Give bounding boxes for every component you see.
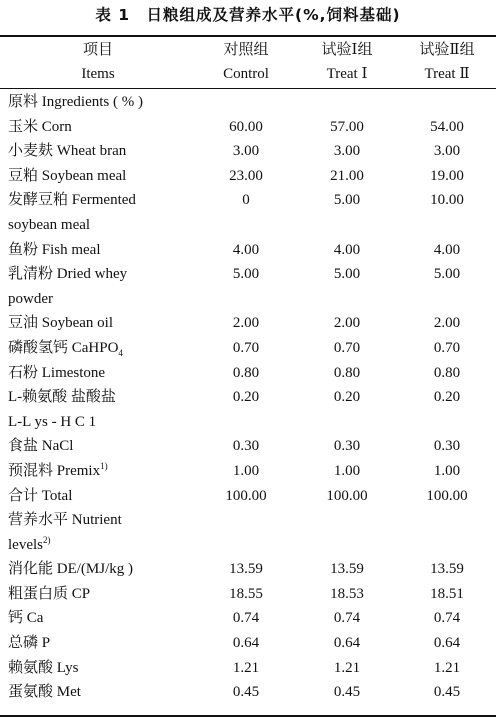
value-treat1 bbox=[296, 213, 398, 238]
value-control: 100.00 bbox=[225, 487, 267, 504]
value-treat2 bbox=[398, 90, 496, 115]
value-control bbox=[196, 287, 296, 312]
table-row bbox=[0, 533, 496, 558]
table-row bbox=[0, 410, 496, 435]
table-row bbox=[0, 262, 496, 287]
row-label-text: 赖氨酸 Lys bbox=[8, 659, 79, 676]
value-control bbox=[196, 90, 296, 115]
value-control: 0.70 bbox=[232, 339, 260, 356]
table-row bbox=[0, 213, 496, 238]
value-control: 0.45 bbox=[232, 684, 260, 701]
value-treat1: 5.00 bbox=[333, 192, 361, 209]
value-control: 4.00 bbox=[232, 241, 260, 258]
value-control: 0.30 bbox=[232, 438, 260, 455]
value-treat2: 0.45 bbox=[433, 684, 461, 701]
value-treat2 bbox=[398, 508, 496, 533]
value-treat1: 21.00 bbox=[330, 167, 364, 184]
value-treat2: 54.00 bbox=[430, 118, 464, 135]
row-label bbox=[0, 656, 196, 681]
row-label-text: 总磷 P bbox=[8, 635, 51, 652]
value-treat1 bbox=[296, 508, 398, 533]
value-treat1: 0.70 bbox=[333, 339, 361, 356]
row-label bbox=[0, 484, 196, 509]
value-treat2: 19.00 bbox=[430, 167, 464, 184]
value-treat1: 0.64 bbox=[333, 635, 361, 652]
value-treat2: 0.74 bbox=[433, 610, 461, 627]
value-treat2: 1.21 bbox=[433, 659, 461, 676]
value-treat1: 0.30 bbox=[333, 438, 361, 455]
row-label-text: soybean meal bbox=[8, 216, 91, 233]
row-label bbox=[0, 213, 196, 238]
row-label-text: 乳清粉 Dried whey bbox=[8, 266, 128, 283]
value-treat2: 18.51 bbox=[430, 585, 464, 602]
value-control: 18.55 bbox=[229, 585, 263, 602]
table-row bbox=[0, 434, 496, 459]
row-label bbox=[0, 410, 196, 435]
header-control-zh: 对照组 bbox=[223, 42, 269, 58]
value-treat1: 18.53 bbox=[330, 585, 364, 602]
row-label bbox=[0, 582, 196, 607]
value-treat2: 4.00 bbox=[433, 241, 461, 258]
value-treat2: 13.59 bbox=[430, 561, 464, 578]
row-label bbox=[0, 557, 196, 582]
table-row bbox=[0, 656, 496, 681]
value-treat1: 1.21 bbox=[333, 659, 361, 676]
value-treat1: 100.00 bbox=[326, 487, 368, 504]
value-treat1: 5.00 bbox=[333, 266, 361, 283]
row-label-text: 营养水平 Nutrient bbox=[8, 512, 122, 529]
table-row bbox=[0, 139, 496, 164]
header-treat2-en: Treat Ⅱ bbox=[424, 66, 470, 82]
row-label bbox=[0, 459, 196, 484]
row-label bbox=[0, 164, 196, 189]
row-label bbox=[0, 533, 196, 558]
row-label bbox=[0, 434, 196, 459]
value-treat2 bbox=[398, 533, 496, 558]
header-control-en: Control bbox=[223, 66, 269, 82]
row-label-text: 蛋氨酸 Met bbox=[8, 684, 81, 701]
table-row bbox=[0, 459, 496, 484]
value-treat1 bbox=[296, 533, 398, 558]
row-label bbox=[0, 139, 196, 164]
value-treat1: 57.00 bbox=[330, 118, 364, 135]
value-control: 2.00 bbox=[232, 315, 260, 332]
value-control: 60.00 bbox=[229, 118, 263, 135]
row-label-text: 食盐 NaCl bbox=[8, 438, 74, 455]
value-control: 1.00 bbox=[232, 462, 260, 479]
header-row-en bbox=[0, 62, 496, 86]
table-row bbox=[0, 582, 496, 607]
value-control: 3.00 bbox=[232, 143, 260, 160]
header-items-en: Items bbox=[81, 66, 115, 82]
value-treat1 bbox=[296, 410, 398, 435]
value-treat1: 0.45 bbox=[333, 684, 361, 701]
row-label-text: 预混料 Premix bbox=[8, 462, 101, 479]
row-label-text: 豆粕 Soybean meal bbox=[8, 167, 127, 184]
value-control: 0.64 bbox=[232, 635, 260, 652]
header-treat2-zh: 试验Ⅱ组 bbox=[419, 42, 475, 58]
row-label bbox=[0, 115, 196, 140]
header-row-zh bbox=[0, 38, 496, 62]
row-label bbox=[0, 287, 196, 312]
header-rule bbox=[0, 88, 496, 89]
top-rule bbox=[0, 35, 496, 37]
table-row bbox=[0, 164, 496, 189]
row-label-footnote: 2) bbox=[43, 534, 51, 545]
row-label-text: 豆油 Soybean oil bbox=[8, 315, 113, 332]
table-row bbox=[0, 680, 496, 705]
value-treat1 bbox=[296, 90, 398, 115]
value-treat2: 2.00 bbox=[433, 315, 461, 332]
value-control: 0.80 bbox=[232, 364, 260, 381]
table-row bbox=[0, 336, 496, 361]
value-treat2 bbox=[398, 410, 496, 435]
value-treat2: 3.00 bbox=[433, 143, 461, 160]
value-control: 1.21 bbox=[232, 659, 260, 676]
value-treat1: 0.74 bbox=[333, 610, 361, 627]
value-treat1: 0.80 bbox=[333, 364, 361, 381]
value-treat2: 0.20 bbox=[433, 389, 461, 406]
row-label-text: 原料 Ingredients ( % ) bbox=[8, 94, 143, 110]
row-label-text: 石粉 Limestone bbox=[8, 364, 106, 381]
table-row bbox=[0, 484, 496, 509]
table-row bbox=[0, 631, 496, 656]
row-label-text: powder bbox=[8, 290, 53, 307]
header-items-zh: 项目 bbox=[82, 42, 113, 58]
row-label bbox=[0, 680, 196, 705]
row-label bbox=[0, 262, 196, 287]
table-row bbox=[0, 90, 496, 115]
row-label-text: 消化能 DE/(MJ/kg ) bbox=[8, 561, 133, 578]
value-treat1: 13.59 bbox=[330, 561, 364, 578]
table-header bbox=[0, 38, 496, 86]
header-treat1-en: Treat Ⅰ bbox=[326, 66, 368, 82]
row-label bbox=[0, 90, 196, 115]
bottom-rule bbox=[0, 715, 496, 717]
value-control: 23.00 bbox=[229, 167, 263, 184]
row-label-text: levels bbox=[8, 536, 43, 553]
table-row bbox=[0, 188, 496, 213]
value-control: 13.59 bbox=[229, 561, 263, 578]
value-treat2: 0.30 bbox=[433, 438, 461, 455]
row-label-text: 玉米 Corn bbox=[8, 118, 72, 135]
value-treat1: 2.00 bbox=[333, 315, 361, 332]
value-treat2: 0.64 bbox=[433, 635, 461, 652]
table-row bbox=[0, 311, 496, 336]
value-treat2: 0.70 bbox=[433, 339, 461, 356]
row-label bbox=[0, 508, 196, 533]
table-caption: 表 1 日粮组成及营养水平(%,饲料基础) bbox=[95, 6, 401, 24]
table-row bbox=[0, 606, 496, 631]
row-label-footnote: 1) bbox=[100, 460, 108, 471]
value-control: 0.74 bbox=[232, 610, 260, 627]
table-row bbox=[0, 385, 496, 410]
data-table bbox=[0, 90, 496, 705]
value-treat1: 4.00 bbox=[333, 241, 361, 258]
row-label bbox=[0, 361, 196, 386]
value-treat1 bbox=[296, 287, 398, 312]
row-label-text: 钙 Ca bbox=[8, 610, 44, 627]
value-treat1: 1.00 bbox=[333, 462, 361, 479]
value-treat2: 0.80 bbox=[433, 364, 461, 381]
row-label bbox=[0, 238, 196, 263]
value-treat2: 10.00 bbox=[430, 192, 464, 209]
row-label bbox=[0, 336, 196, 361]
value-treat2: 1.00 bbox=[433, 462, 461, 479]
value-treat2: 5.00 bbox=[433, 266, 461, 283]
row-label-text: L-L ys - H C 1 bbox=[8, 413, 97, 430]
row-label-text: 发酵豆粕 Fermented bbox=[8, 192, 136, 209]
row-label-text: 鱼粉 Fish meal bbox=[8, 241, 101, 258]
table-row bbox=[0, 287, 496, 312]
row-label bbox=[0, 631, 196, 656]
value-treat1: 3.00 bbox=[333, 143, 361, 160]
row-label-text: 磷酸氢钙 CaHPO bbox=[8, 339, 119, 356]
table-row bbox=[0, 238, 496, 263]
row-label-text: L-赖氨酸 盐酸盐 bbox=[8, 389, 116, 406]
header-treat1-zh: 试验Ⅰ组 bbox=[321, 42, 373, 58]
value-control: 0.20 bbox=[232, 389, 260, 406]
value-control: 0 bbox=[242, 192, 250, 209]
row-label bbox=[0, 311, 196, 336]
value-control bbox=[196, 508, 296, 533]
row-label bbox=[0, 188, 196, 213]
value-treat1: 0.20 bbox=[333, 389, 361, 406]
row-label-text: 小麦麸 Wheat bran bbox=[8, 143, 127, 160]
table-row bbox=[0, 557, 496, 582]
value-control: 5.00 bbox=[232, 266, 260, 283]
value-control bbox=[196, 410, 296, 435]
value-treat2 bbox=[398, 213, 496, 238]
value-control bbox=[196, 213, 296, 238]
row-label-text: 粗蛋白质 CP bbox=[8, 585, 91, 602]
row-label-subscript: 4 bbox=[118, 347, 123, 358]
row-label-text: 合计 Total bbox=[8, 487, 73, 504]
value-control bbox=[196, 533, 296, 558]
table-row bbox=[0, 115, 496, 140]
row-label bbox=[0, 606, 196, 631]
table-row bbox=[0, 361, 496, 386]
row-label bbox=[0, 385, 196, 410]
table-row bbox=[0, 508, 496, 533]
value-treat2 bbox=[398, 287, 496, 312]
value-treat2: 100.00 bbox=[426, 487, 468, 504]
